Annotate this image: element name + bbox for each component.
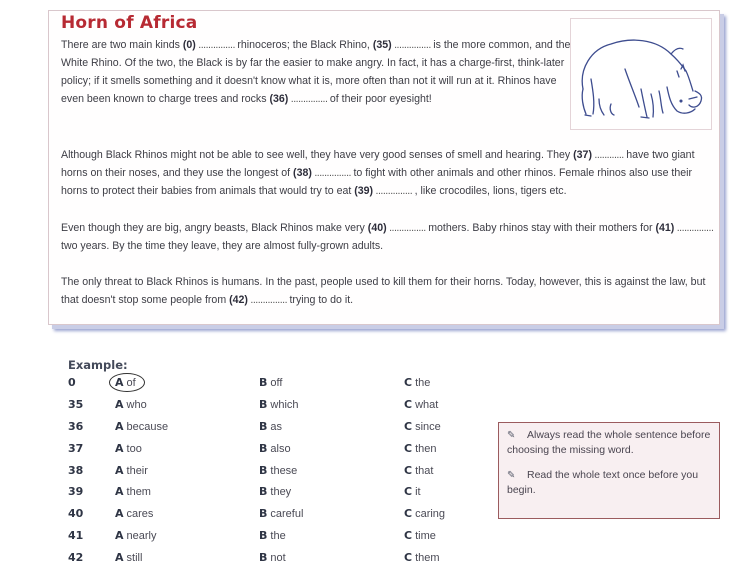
question-number: 42	[68, 551, 84, 565]
passage-text: rhinoceros; the Black Rhino,	[237, 39, 373, 51]
passage-text: The only threat to Black Rhinos is humans. In the past, people used to kill them for their horns. Today, however, this is against the law, but that doesn't stop some people from	[61, 276, 706, 306]
option-letter: A	[115, 419, 124, 433]
option-c[interactable]	[404, 420, 441, 433]
option-b[interactable]	[259, 529, 286, 542]
option-a[interactable]	[115, 376, 136, 389]
paragraph-2	[61, 146, 721, 200]
option-letter: B	[259, 485, 268, 499]
option-word: since	[415, 420, 441, 433]
gap-blank: ...............	[311, 167, 354, 179]
option-letter: B	[259, 507, 268, 521]
option-letter: C	[404, 376, 413, 389]
gap-number: (40)	[367, 222, 387, 234]
option-c[interactable]	[404, 376, 430, 389]
option-letter: B	[259, 376, 268, 389]
option-word: off	[270, 377, 283, 389]
option-letter: C	[404, 551, 413, 565]
gap-blank: ...............	[373, 185, 415, 197]
reading-passage-box	[48, 10, 720, 325]
option-b[interactable]	[259, 464, 297, 477]
tip-2	[507, 468, 711, 498]
passage-text: , like crocodiles, lions, tigers etc.	[414, 185, 567, 197]
passage-title: Horn of Africa	[61, 13, 198, 33]
passage-text: is the more common, and the White Rhino. Of the two, the Black is by far the easier to make angry. In fact, it has a charge-first, think-later policy; if it smells something and it doesn't know what it is, more often than not it will run at it. Rhinos have even been known to charge trees and rocks	[61, 39, 571, 105]
gap-number: (35)	[372, 39, 392, 51]
question-number: 0	[68, 376, 76, 389]
gap-blank: ............	[591, 149, 627, 161]
gap-number: (42)	[229, 294, 248, 306]
option-a[interactable]	[115, 420, 168, 433]
option-c[interactable]	[404, 507, 445, 520]
gap-blank: ...............	[247, 294, 290, 306]
option-letter: A	[115, 376, 124, 389]
paragraph-1	[61, 36, 571, 108]
option-c[interactable]	[404, 398, 438, 411]
question-number: 38	[68, 463, 84, 477]
option-letter: A	[115, 485, 124, 499]
gap-number: (36)	[269, 93, 289, 105]
paragraph-3	[61, 219, 721, 255]
gap-number: (41)	[655, 222, 675, 234]
tip-1	[507, 428, 711, 458]
option-word: then	[415, 442, 437, 455]
question-number: 36	[68, 419, 84, 433]
option-word: the	[415, 377, 431, 389]
rhino-icon	[571, 19, 711, 129]
passage-text: Even though they are big, angry beasts, Black Rhinos make very	[61, 222, 368, 234]
option-a[interactable]	[115, 507, 153, 520]
gap-blank: ...............	[386, 222, 429, 234]
passage-text: to fight with other animals and other rhinos. Female rhinos also use their horns to protect their babies from animals that would try to eat	[61, 167, 693, 197]
option-letter: B	[259, 529, 268, 543]
passage-text: two years. By the time they leave, they are almost fully-grown adults.	[61, 240, 384, 252]
option-a[interactable]	[115, 529, 156, 542]
option-word: time	[415, 530, 436, 543]
option-word: who	[126, 398, 147, 411]
option-letter: C	[404, 507, 413, 521]
option-word: these	[270, 464, 298, 477]
option-word: nearly	[126, 530, 157, 543]
option-letter: B	[259, 441, 268, 455]
option-word: it	[415, 486, 421, 499]
option-c[interactable]	[404, 551, 440, 564]
passage-text: of their poor eyesight!	[329, 93, 432, 105]
option-letter: C	[404, 485, 413, 499]
option-letter: B	[259, 463, 268, 477]
option-c[interactable]	[404, 464, 433, 477]
option-word: as	[270, 420, 283, 433]
option-word: what	[415, 398, 439, 411]
question-number: 39	[68, 485, 84, 499]
passage-text: Although Black Rhinos might not be able to see well, they have very good senses of smell and hearing. They	[61, 149, 574, 161]
option-word: too	[126, 442, 142, 455]
option-letter: A	[115, 551, 124, 565]
option-letter: C	[404, 419, 413, 433]
gap-blank: ...............	[288, 93, 330, 105]
gap-number: (37)	[573, 149, 592, 161]
option-letter: C	[404, 441, 413, 455]
option-letter: A	[115, 463, 124, 477]
option-a[interactable]	[115, 464, 148, 477]
passage-text: There are two main kinds	[61, 39, 183, 51]
rhino-illustration	[570, 18, 712, 130]
option-word: they	[270, 486, 292, 499]
option-word: of	[126, 377, 136, 389]
option-b[interactable]	[259, 551, 286, 564]
option-a[interactable]	[115, 398, 147, 411]
option-word: still	[126, 552, 143, 565]
gap-blank: ...............	[195, 39, 238, 51]
option-word: their	[126, 464, 148, 477]
question-number: 41	[68, 529, 84, 543]
option-word: the	[270, 530, 286, 543]
option-letter: A	[115, 507, 124, 521]
question-number: 37	[68, 441, 84, 455]
paragraph-4	[61, 273, 721, 309]
option-c[interactable]	[404, 529, 436, 542]
option-letter: B	[259, 397, 268, 411]
option-word: because	[126, 420, 169, 433]
option-c[interactable]	[404, 442, 437, 455]
option-letter: A	[115, 529, 124, 543]
tips-box	[498, 422, 720, 519]
option-word: them	[415, 552, 440, 565]
option-a[interactable]	[115, 442, 142, 455]
gap-number: (39)	[354, 185, 374, 197]
option-b[interactable]	[259, 376, 282, 389]
option-letter: C	[404, 529, 413, 543]
pencil-icon: ✎	[507, 470, 516, 481]
option-b[interactable]	[259, 420, 282, 433]
option-word: which	[270, 398, 299, 411]
pencil-icon: ✎	[507, 430, 516, 441]
question-number: 40	[68, 507, 84, 521]
selected-answer-circle	[109, 373, 145, 392]
option-b[interactable]	[259, 485, 291, 498]
option-letter: C	[404, 463, 413, 477]
tip-text: Read the whole text once before you begin.	[507, 469, 699, 496]
option-letter: A	[115, 441, 124, 455]
option-word: them	[126, 486, 151, 499]
option-c[interactable]	[404, 485, 421, 498]
option-letter: B	[259, 551, 268, 565]
passage-text: have two giant horns on their noses, and they use the longest of	[61, 149, 695, 179]
gap-number: (38)	[293, 167, 312, 179]
passage-text: trying to do it.	[289, 294, 354, 306]
option-a[interactable]	[115, 551, 142, 564]
option-letter: C	[404, 397, 413, 411]
option-a[interactable]	[115, 485, 151, 498]
tip-text: Always read the whole sentence before choosing the missing word.	[507, 429, 711, 456]
passage-text: mothers. Baby rhinos stay with their mothers for	[428, 222, 656, 234]
option-word: not	[270, 552, 286, 565]
gap-blank: ...............	[674, 222, 714, 234]
example-label: Example:	[68, 358, 128, 372]
option-word: that	[415, 464, 434, 477]
option-b[interactable]	[259, 507, 303, 520]
gap-blank: ...............	[391, 39, 434, 51]
question-number: 35	[68, 397, 84, 411]
option-word: cares	[126, 508, 154, 521]
option-b[interactable]	[259, 442, 291, 455]
gap-number: (0)	[182, 39, 196, 51]
option-word: caring	[415, 508, 446, 521]
option-letter: A	[115, 397, 124, 411]
option-letter: B	[259, 419, 268, 433]
option-b[interactable]	[259, 398, 299, 411]
option-word: also	[270, 442, 291, 455]
option-word: careful	[270, 508, 304, 521]
